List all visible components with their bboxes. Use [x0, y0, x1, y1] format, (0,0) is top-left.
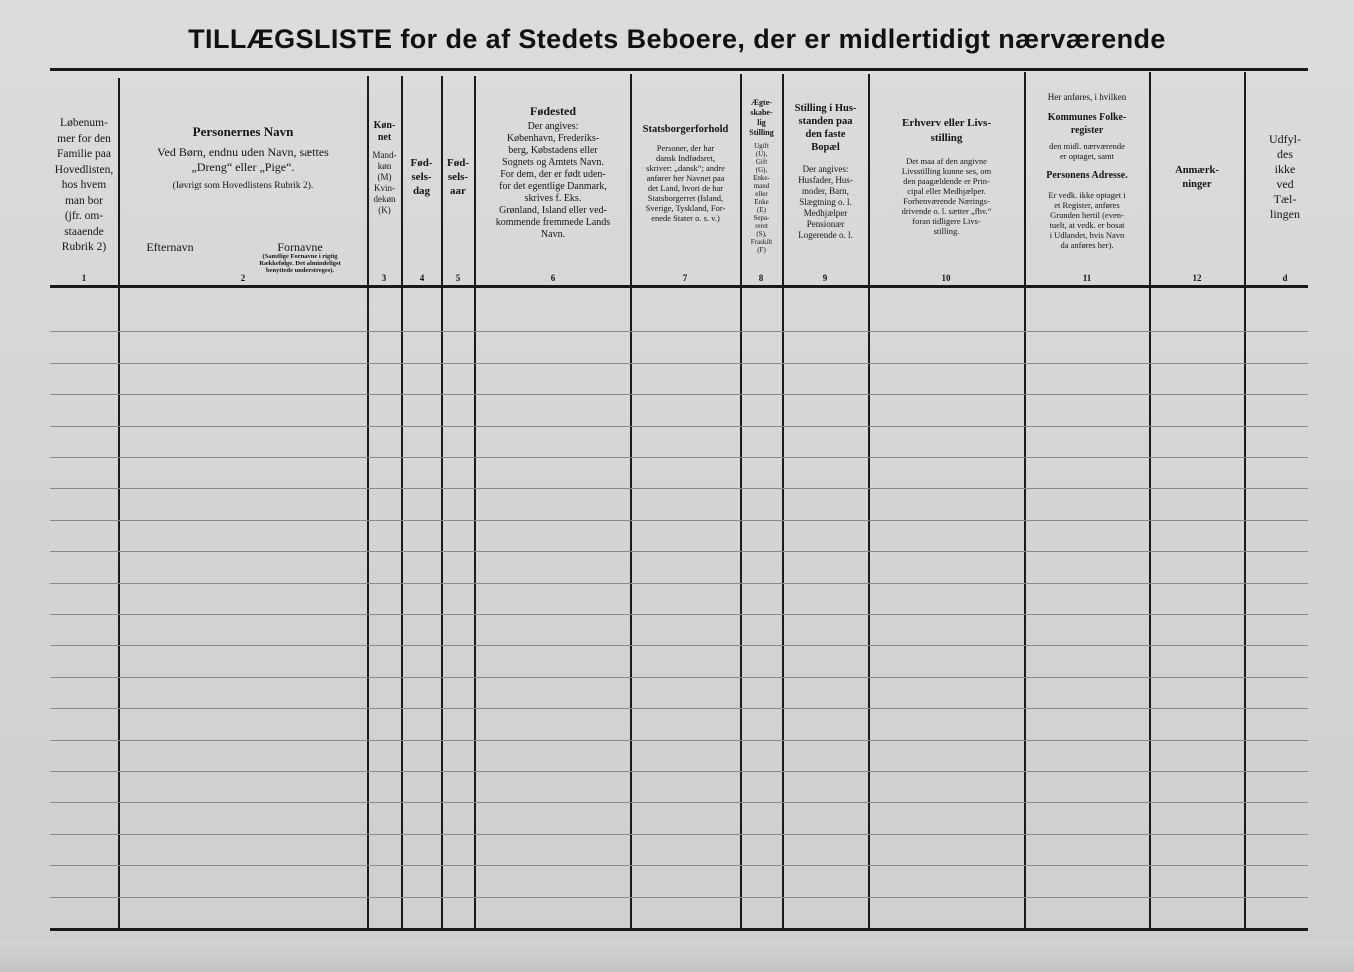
column-number: 10 — [941, 273, 951, 283]
column-note: (Iøvrigt som Hovedlistens Rubrik 2). — [172, 181, 314, 191]
column-title: Kommunes Folke- register — [1047, 112, 1127, 136]
column-title: Anmærk- ninger — [1175, 165, 1219, 190]
page-bottom-edge — [0, 940, 1354, 972]
surname-label: Efternavn — [146, 240, 194, 254]
column-header-7 — [632, 124, 739, 223]
column-number: 1 — [81, 273, 87, 283]
row-line — [50, 583, 1308, 584]
row-line — [50, 520, 1308, 521]
row-line — [50, 426, 1308, 427]
given-names-note: (Samtlige Fornavne i rigtig Rækkefølge. Det almindeligst benyttede understreges). — [259, 253, 341, 274]
column-pre: Her anføres, i hvilken — [1047, 92, 1127, 102]
column-number: 7 — [682, 273, 688, 283]
column-title-2: Personens Adresse. — [1046, 170, 1128, 181]
column-header-6 — [477, 106, 629, 241]
header-bottom-rule — [50, 285, 1308, 288]
column-number: 5 — [455, 273, 461, 283]
column-divider — [474, 76, 476, 928]
row-line — [50, 488, 1308, 489]
column-text: Mand- køn (M) Kvin- dekøn (K) — [372, 150, 397, 215]
top-rule — [50, 68, 1308, 71]
given-names-label: Fornavne — [277, 240, 323, 254]
column-header-3 — [369, 120, 400, 216]
column-header-2 — [121, 126, 365, 192]
row-line — [50, 865, 1308, 866]
column-header-1: Løbenum- mer for den Familie paa Hovedlisten, hos hvem man bor (jfr. om- staaende Rubrik 2) — [54, 117, 114, 253]
column-text: Ved Børn, endnu uden Navn, sættes „Dreng“ eller „Pige“. — [157, 145, 329, 174]
column-text: den midl. nærværende er optaget, samt — [1049, 141, 1125, 161]
column-divider — [441, 76, 443, 928]
column-header-11 — [1026, 92, 1148, 250]
column-divider — [401, 76, 403, 928]
row-line — [50, 834, 1308, 835]
column-divider — [1149, 72, 1151, 928]
column-title: Køn- net — [373, 120, 396, 143]
column-text: Personer, der har dansk Indfødsret, skriver: „dansk“; andre anfører her Navnet paa det Land, hvori de har Statsborgerret (Island, Sverige, Tyskland, For- enede Stater o. s. v.) — [645, 143, 726, 223]
column-number: 8 — [758, 273, 764, 283]
column-header-d: Udfyl- des ikke ved Tæl- lingen — [1269, 132, 1301, 221]
row-line — [50, 897, 1308, 898]
column-header-12 — [1151, 164, 1243, 192]
column-title: Personernes Navn — [192, 126, 294, 139]
column-header-8 — [742, 98, 781, 254]
column-text-2: Er vedk. ikke optaget i et Register, anføres Grunden hertil (even- tuelt, at vedk. er bosat i Udlandet, hvis Navn da anføres her). — [1048, 190, 1126, 250]
column-divider — [118, 78, 120, 928]
column-text: Der angives: Husfader, Hus- moder, Barn, Slægtning o. l. Medhjælper Pensionær Logerende o. l. — [798, 164, 853, 240]
row-line — [50, 740, 1308, 741]
column-number: 2 — [240, 273, 246, 283]
column-title: Erhverv eller Livs- stilling — [902, 117, 991, 144]
row-line — [50, 394, 1308, 395]
row-line — [50, 614, 1308, 615]
column-title: Fødested — [530, 106, 576, 118]
row-line — [50, 551, 1308, 552]
row-line — [50, 645, 1308, 646]
column-number: 3 — [381, 273, 387, 283]
column-header-4 — [403, 156, 440, 198]
column-title: Stilling i Hus- standen paa den faste Bopæl — [794, 103, 857, 153]
column-text: Det maa af den angivne Livsstilling kunne ses, om den paagældende er Prin- cipal eller Medhjælper. Forhenværende Nærings- drivende o. l. sætter „fhv.“ foran tidligere Livs- stilling. — [901, 156, 992, 236]
column-header-10 — [870, 116, 1023, 236]
column-divider — [1244, 72, 1246, 928]
column-title: Ægte- skabe- lig Stilling — [749, 98, 774, 137]
row-line — [50, 708, 1308, 709]
column-text: Ugift (U), Gift (G), Enke- mand eller Enke (E) Sepa- reret (S), Fraskilt (F) — [750, 142, 773, 254]
row-line — [50, 677, 1308, 678]
column-number: 6 — [550, 273, 556, 283]
column-number: 11 — [1082, 273, 1092, 283]
column-number: 9 — [822, 273, 828, 283]
column-number: 12 — [1192, 273, 1202, 283]
column-title: Statsborgerforhold — [642, 124, 729, 135]
row-line — [50, 363, 1308, 364]
column-number: 4 — [419, 273, 425, 283]
row-line — [50, 771, 1308, 772]
column-title: Fød- sels- dag — [410, 157, 433, 197]
row-line — [50, 457, 1308, 458]
column-header-9 — [784, 102, 867, 241]
row-line — [50, 331, 1308, 332]
column-title: Fød- sels- aar — [447, 157, 469, 197]
form-title: TILLÆGSLISTE for de af Stedets Beboere, der er midlertidigt nærværende — [188, 24, 1166, 54]
column-header-5 — [443, 156, 473, 198]
column-text: Der angives: København, Frederiks- berg, Købstadens eller Sognets og Amtets Navn. For dem, der er født uden- for det egentlige Danmark, skrives f. Eks. Grønland, Island eller ved- kommende fremmede Lands Navn. — [495, 121, 611, 240]
row-line — [50, 802, 1308, 803]
column-number: d — [1282, 273, 1288, 283]
bottom-rule — [50, 928, 1308, 931]
